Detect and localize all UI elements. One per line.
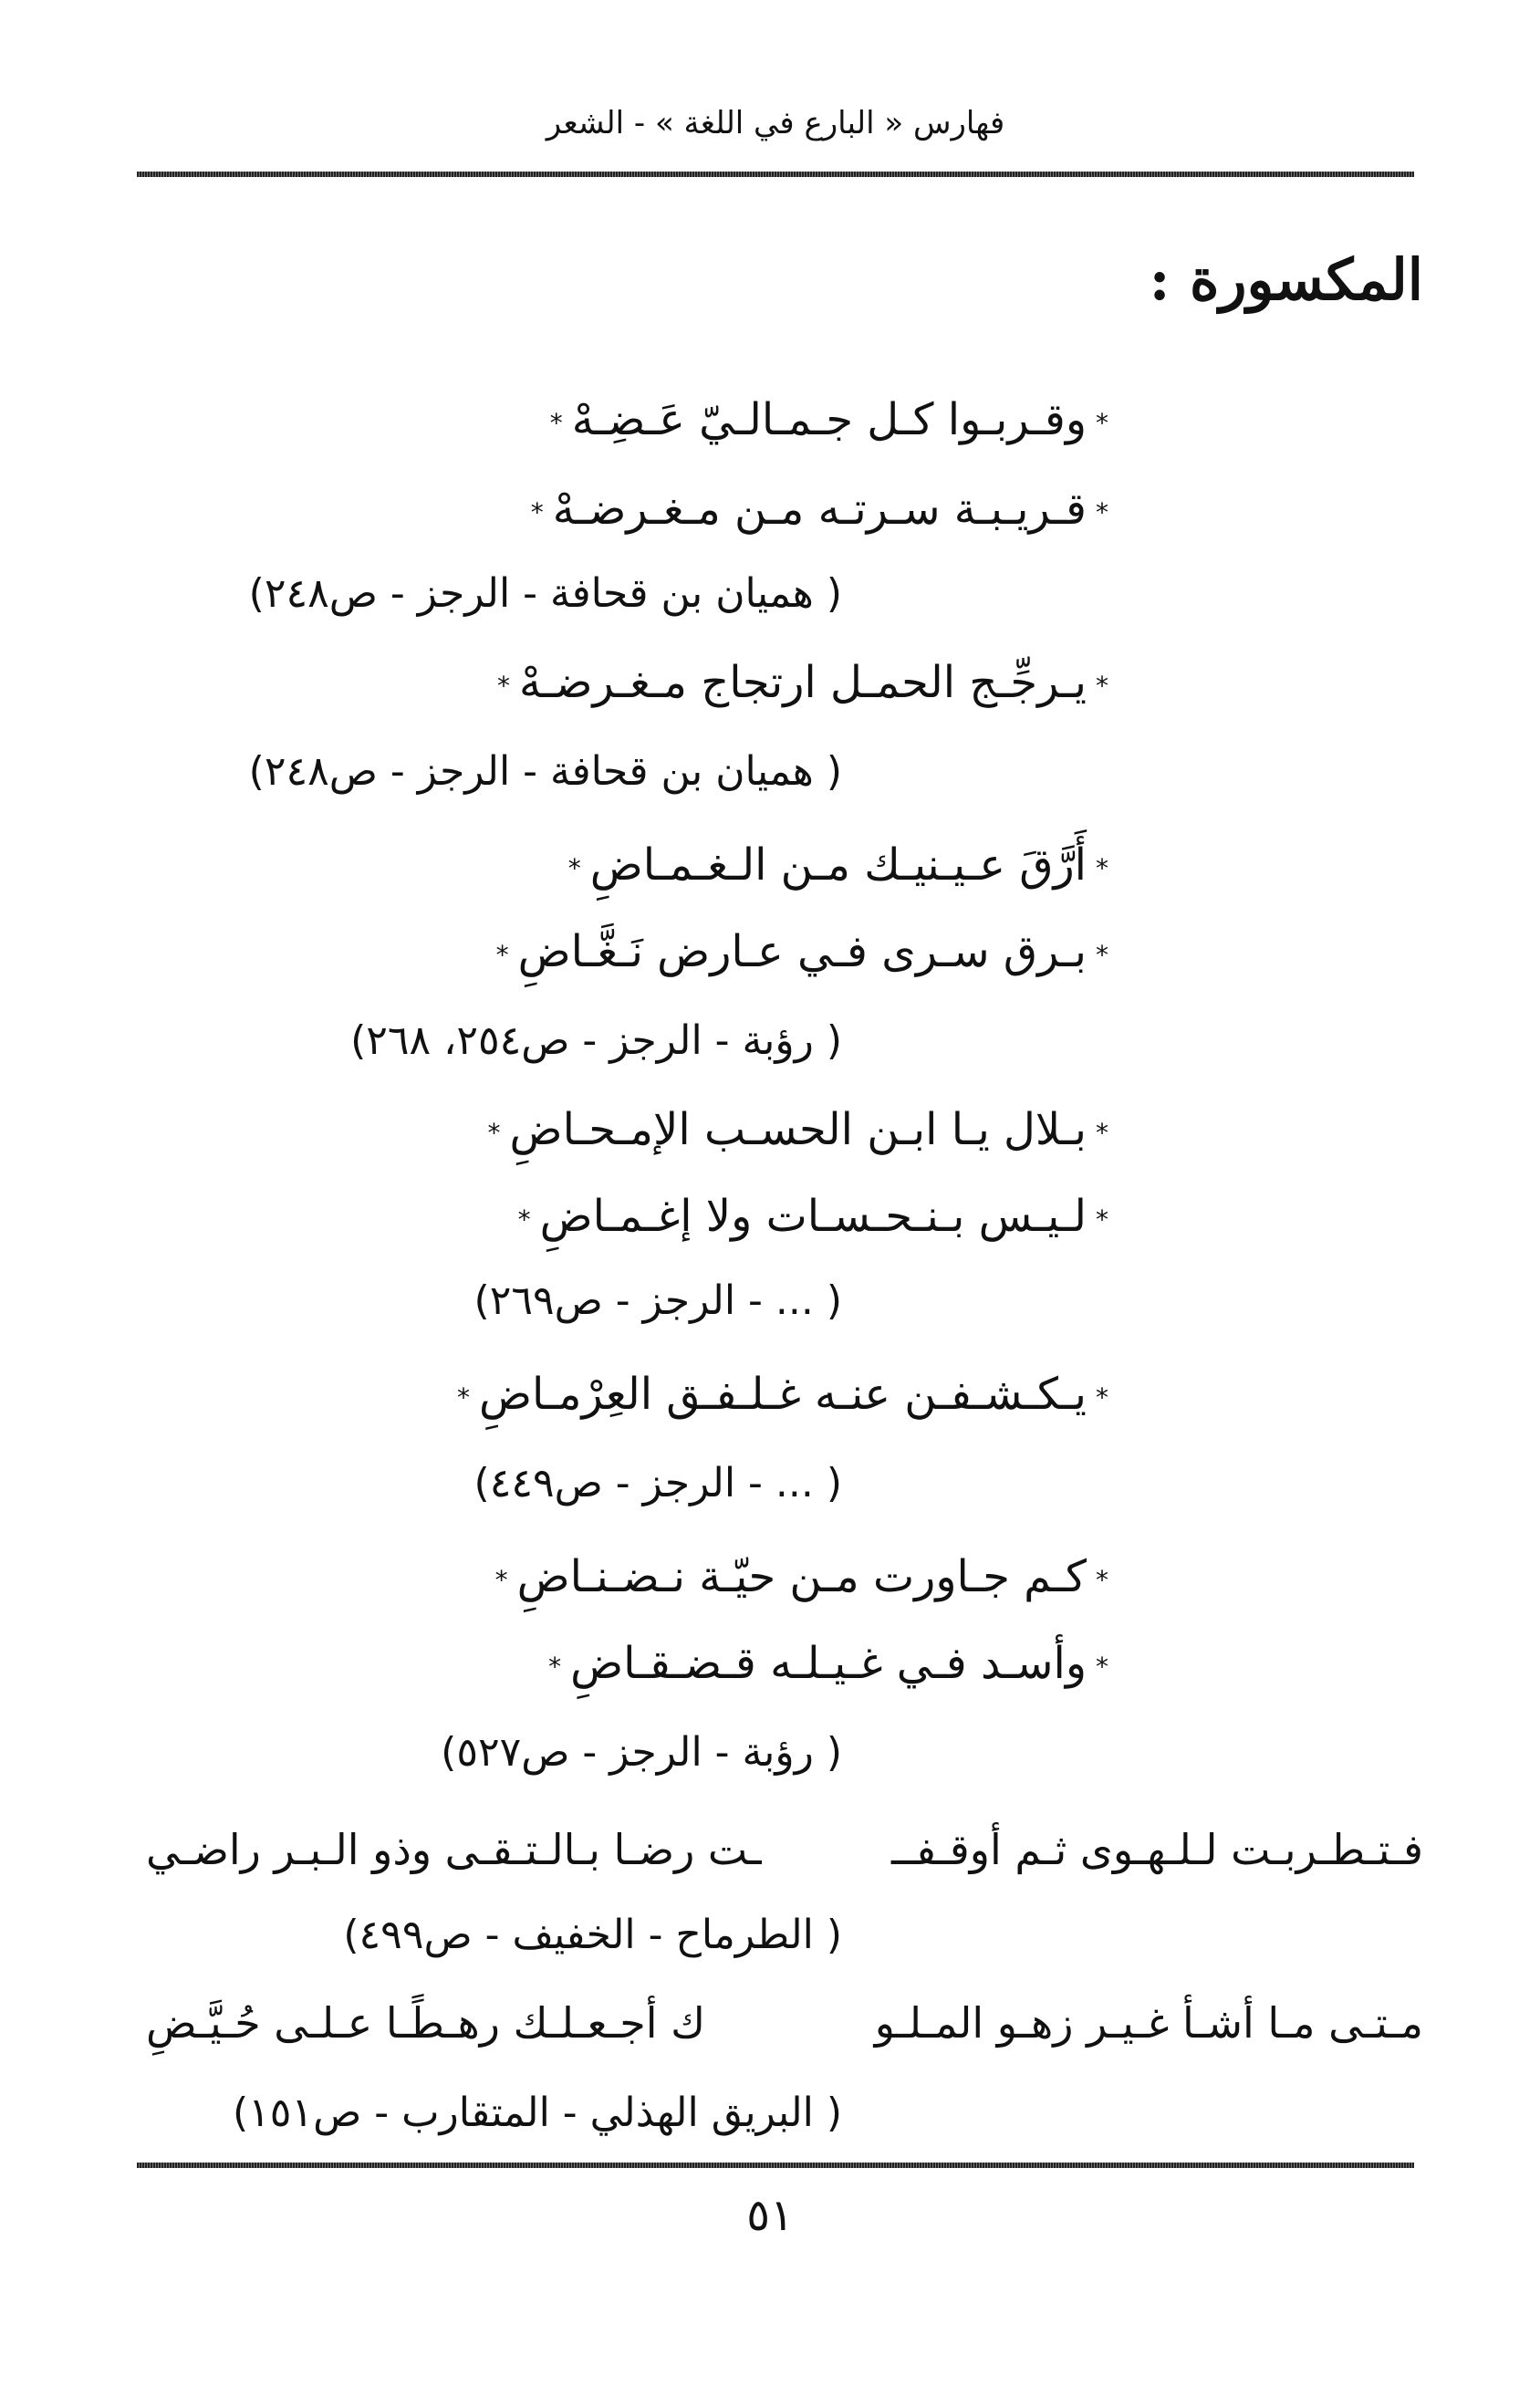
verse-text: أَرَّقَ عـيـنيـك مـن الـغـمـاضِ — [589, 839, 1087, 891]
verse-marker-end: * — [487, 1117, 501, 1148]
verse-line — [550, 394, 1108, 445]
verse-line — [518, 1191, 1108, 1242]
verse-marker-end: * — [567, 852, 581, 883]
verse-marker-start: * — [1096, 407, 1108, 438]
verse-marker-start: * — [1096, 1651, 1108, 1682]
verse-line — [568, 839, 1108, 891]
verse-marker-start: * — [1096, 852, 1108, 883]
verse-marker-start: * — [1096, 1204, 1108, 1235]
running-header: فهارس « البارع في اللغة » - الشعر — [546, 105, 1005, 141]
verse-text: بـلال يـا ابـن الحسـب الإمـحـاضِ — [509, 1104, 1087, 1155]
verse-marker-end: * — [495, 939, 509, 970]
verse-marker-end: * — [530, 496, 544, 527]
verse-text: يـرجِّـج الحمـل ارتجاج مـغـرضـهْ — [518, 657, 1087, 708]
verse-text: كـم جـاورت مـن حيّـة نـضـنـاضِ — [516, 1551, 1087, 1602]
hemistich-second: ـت رضـا بـالـتـقـى وذو الـبـر راضـي — [146, 1825, 762, 1874]
verse-text: لـيـس بـنـحـسـات ولا إغـمـاضِ — [539, 1191, 1087, 1242]
source-citation: ( البريق الهذلي - المتقارب - ص١٥١) — [232, 2090, 842, 2136]
verse-marker-start: * — [1096, 1381, 1108, 1412]
verse-line — [531, 484, 1108, 535]
verse-marker-end: * — [457, 1381, 471, 1412]
verse-marker-end: * — [517, 1204, 531, 1235]
source-citation: ( ... - الرجز - ص٢٦٩) — [473, 1277, 842, 1324]
verse-text: بـرق سـرى فـي عـارض نَـغَّـاضِ — [517, 926, 1087, 977]
source-citation: ( ... - الرجز - ص٤٤٩) — [473, 1460, 842, 1506]
verse-line — [495, 1551, 1108, 1602]
couplet-line — [146, 1825, 1423, 1889]
verse-marker-start: * — [1096, 1117, 1108, 1148]
source-citation: ( هميان بن قحافة - الرجز - ص٢٤٨) — [248, 748, 842, 795]
source-citation: ( رؤبة - الرجز - ص٢٥٤، ٢٦٨) — [350, 1017, 842, 1064]
couplet-line — [146, 1998, 1423, 2062]
verse-marker-start: * — [1096, 670, 1108, 701]
verse-marker-start: * — [1096, 1564, 1108, 1595]
verse-line — [457, 1369, 1108, 1420]
hemistich-first: مـتـى مـا أشـأ غـيـر زهـو المـلـو — [874, 1998, 1423, 2048]
footer-rule — [137, 2163, 1414, 2168]
verse-line — [497, 657, 1108, 708]
verse-text: قـريـبـة سـرتـه مـن مـغـرضـهْ — [552, 484, 1087, 535]
verse-marker-end: * — [549, 407, 563, 438]
verse-text: وقـربـوا كـل جـمـالـيّ عَـضِـهْ — [571, 394, 1087, 445]
verse-text: يـكـشـفـن عنـه غـلـفـق العِرْمـاضِ — [479, 1369, 1087, 1420]
verse-text: وأسـد فـي غـيـلـه قـضـقـاضِ — [570, 1638, 1087, 1689]
hemistich-first: فـتـطـربـت لـلـهـوى ثـم أوقـفــ — [891, 1825, 1423, 1874]
hemistich-second: ك أجـعـلـك رهـطًـا عـلـى حُـيَّـضِ — [146, 1998, 706, 2048]
source-citation: ( هميان بن قحافة - الرجز - ص٢٤٨) — [248, 570, 842, 617]
verse-line — [548, 1638, 1108, 1689]
section-title: المكسورة : — [1149, 246, 1423, 313]
header-rule — [137, 172, 1414, 177]
verse-marker-end: * — [496, 670, 510, 701]
verse-line — [496, 926, 1108, 977]
page-number: ٥١ — [746, 2190, 794, 2241]
verse-line — [488, 1104, 1108, 1155]
source-citation: ( الطرماح - الخفيف - ص٤٩٩) — [343, 1912, 842, 1958]
source-citation: ( رؤبة - الرجز - ص٥٢٧) — [441, 1729, 842, 1776]
verse-marker-end: * — [494, 1564, 508, 1595]
verse-marker-end: * — [548, 1651, 562, 1682]
verse-marker-start: * — [1096, 939, 1108, 970]
verse-marker-start: * — [1096, 496, 1108, 527]
